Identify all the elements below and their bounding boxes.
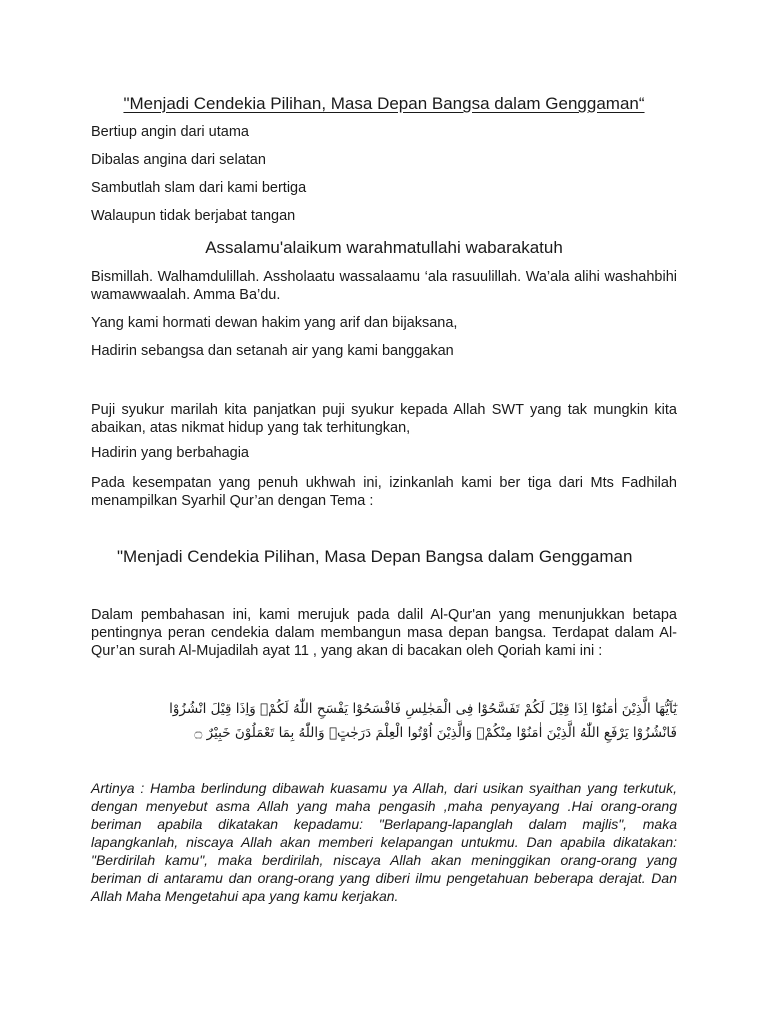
- gratitude-paragraph: Puji syukur marilah kita panjatkan puji syukur kepada Allah SWT yang tak mungkin kita abaikan, atas nikmat hidup yang tak terhitungkan,: [91, 402, 677, 436]
- greeting-audience: Hadirin sebangsa dan setanah air yang kami banggakan: [91, 343, 454, 359]
- intro-paragraph: Pada kesempatan yang penuh ukhwah ini, izinkanlah kami ber tiga dari Mts Fadhilah menampilkan Syarhil Qur’an dengan Tema :: [91, 475, 677, 509]
- arabic-verse-line-1: يٰٓاَيُّهَا الَّذِيْنَ اٰمَنُوْٓا اِذَا قِيْلَ لَكُمْ تَفَسَّحُوْا فِى الْمَجٰلِسِ فَافْسَحُوْا يَفْسَحِ اللّٰهُ لَكُمْۚ وَاِذَا قِيْلَ انْشُزُوْا: [169, 701, 677, 717]
- document-title: "Menjadi Cendekia Pilihan, Masa Depan Bangsa dalam Genggaman“: [123, 94, 645, 113]
- pantun-line-2: Dibalas angina dari selatan: [91, 152, 266, 168]
- opening-paragraph: Bismillah. Walhamdulillah. Assholaatu wassalaamu ‘ala rasuulillah. Wa’ala alihi washahbihi wamawwaalah. Amma Ba’du.: [91, 269, 677, 303]
- pantun-line-4: Walaupun tidak berjabat tangan: [91, 208, 296, 224]
- translation-paragraph: Artinya : Hamba berlindung dibawah kuasamu ya Allah, dari usikan syaithan yang terkutuk, dengan menyebut asma Allah yang maha pengasih ,maha penyayang .Hai orang-orang beriman apabila dikatakan kepadamu: "Berlapang-lapanglah dalam majlis", maka lapangkanlah, niscaya Allah akan memberi kelapangan untukmu. Dan apabila dikatakan: "Berdirilah kamu", maka berdirilah, niscaya Allah akan meninggikan orang-orang yang beriman di antaramu dan orang-orang yang diberi ilmu pengetahuan beberapa derajat. Dan Allah Maha Mengetahui apa yang kamu kerjakan.: [91, 780, 677, 904]
- greeting-judges: Yang kami hormati dewan hakim yang arif dan bijaksana,: [91, 315, 458, 331]
- salam-heading: Assalamu'alaikum warahmatullahi wabarakatuh: [205, 238, 563, 257]
- theme-heading: "Menjadi Cendekia Pilihan, Masa Depan Bangsa dalam Genggaman: [117, 547, 633, 566]
- pantun-line-1: Bertiup angin dari utama: [91, 124, 249, 140]
- pantun-line-3: Sambutlah slam dari kami bertiga: [91, 180, 307, 196]
- discussion-paragraph: Dalam pembahasan ini, kami merujuk pada dalil Al-Qur'an yang menunjukkan betapa pentingnya peran cendekia dalam membangun masa depan bangsa. Terdapat dalam Al-Qur’an surah Al-Mujadilah ayat 11 , yang akan di bacakan oleh Qoriah kami ini :: [91, 607, 677, 659]
- arabic-verse-line-2: فَانْشُزُوْا يَرْفَعِ اللّٰهُ الَّذِيْنَ اٰمَنُوْا مِنْكُمْۙ وَالَّذِيْنَ اُوْتُوا الْعِلْمَ دَرَجٰتٍۗ وَاللّٰهُ بِمَا تَعْمَلُوْنَ خَبِيْرٌ ۝: [194, 725, 677, 741]
- greeting-happy: Hadirin yang berbahagia: [91, 445, 249, 461]
